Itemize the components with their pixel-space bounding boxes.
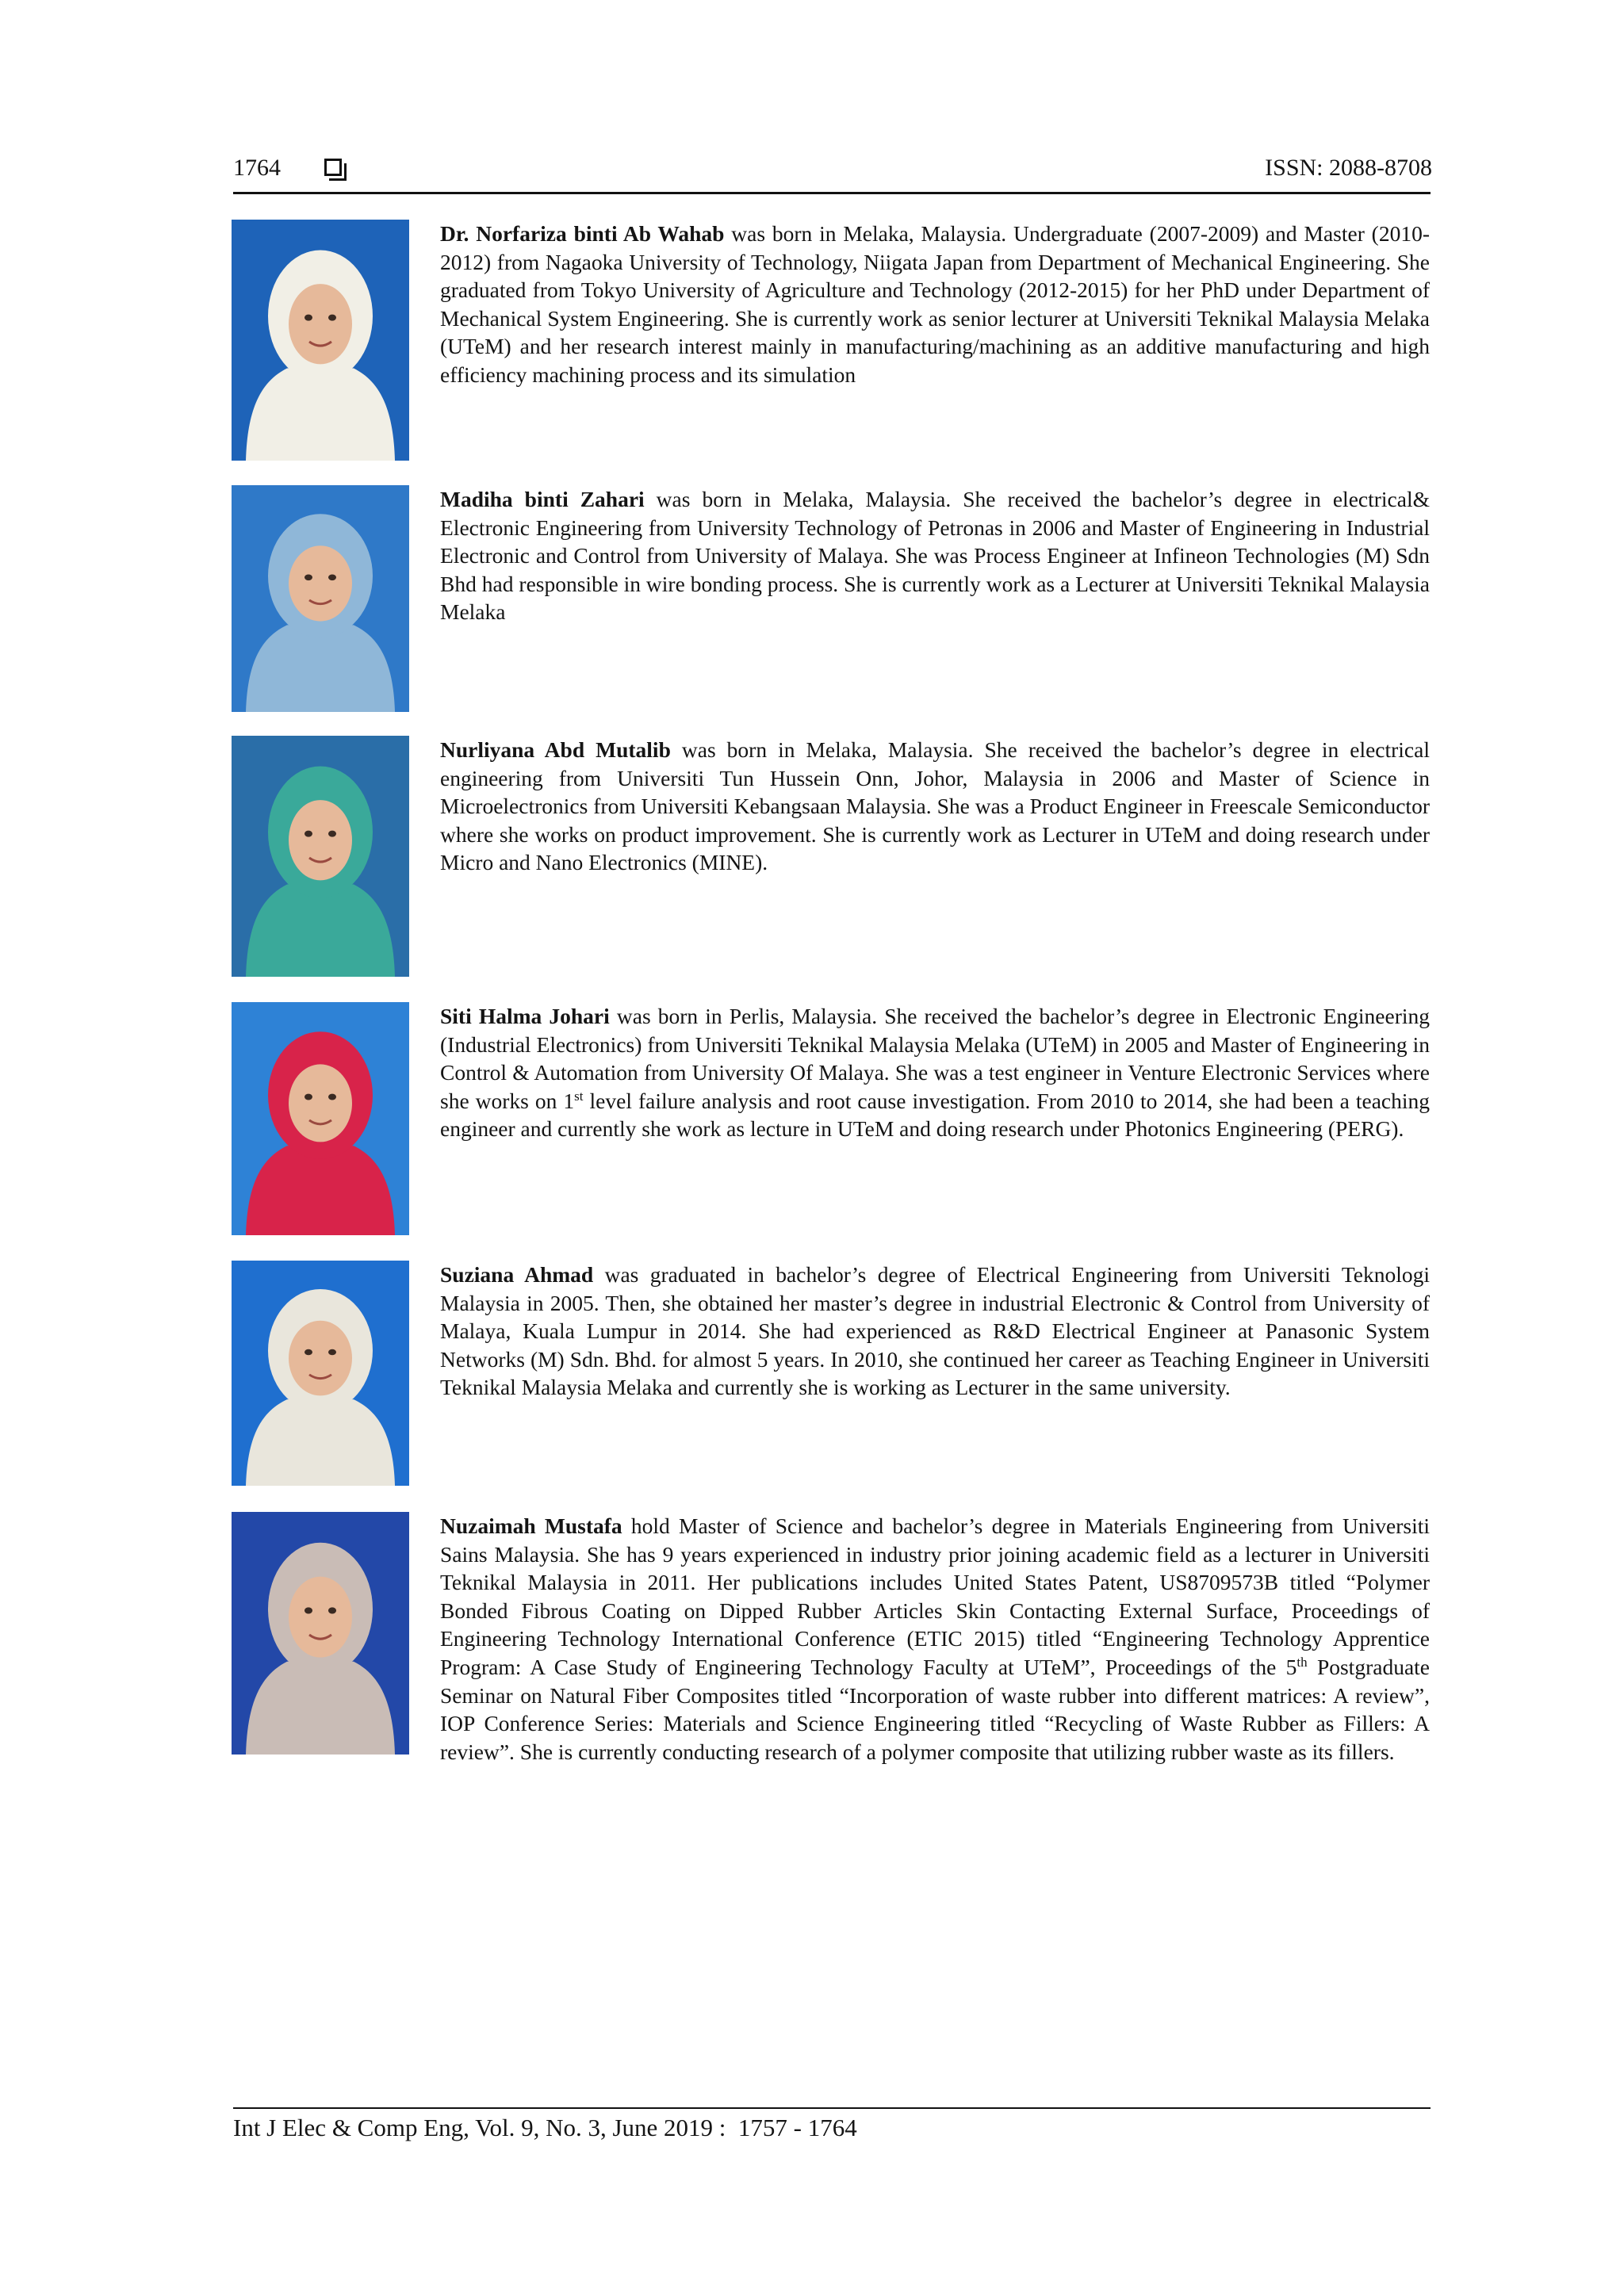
author-photo <box>232 485 409 712</box>
bio-body: hold Master of Science and bachelor’s degree in Materials Engineering from Universiti Sains Malaysia. She has 9 years experienced in industry prior joining academic field as a lecturer in Universiti Teknikal Malaysia in 2011. Her publications includes United States Patent, US8709573B titled “Polymer Bonded Fibrous Coating on Dipped Rubber Articles Skin Contacting External Surface, Proceedings of Engineering Technology International Conference (ETIC 2015) titled “Engineering Technology Apprentice Program: A Case Study of Engineering Technology Faculty at UTeM”, Proceedings of the 5 <box>440 1513 1430 1679</box>
checkbox-square-icon <box>324 159 342 176</box>
left-eye <box>304 1349 312 1356</box>
face <box>289 1064 352 1142</box>
left-eye <box>304 1607 312 1613</box>
portrait-illustration <box>232 485 409 712</box>
ordinal-superscript: th <box>1297 1654 1308 1670</box>
bio-body-continued: level failure analysis and root cause investigation. From 2010 to 2014, she had been a teaching engineer and currently she work as lecture in UTeM and doing research under Photonics Engineering (PERG). <box>440 1088 1430 1142</box>
left-eye <box>304 831 312 837</box>
bio-body: was born in Perlis, Malaysia. She received the bachelor’s degree in Electronic Engineering (Industrial Electronics) from Universiti Teknikal Malaysia Melaka (UTeM) in 2005 and Master of Engineering in Control & Automation from University Of Malaya. She was a test engineer in Venture Electronic Services where she works on 1 <box>440 1004 1431 1113</box>
author-photo <box>232 1512 409 1755</box>
face <box>289 545 352 621</box>
left-eye <box>304 1094 312 1100</box>
page-header <box>233 152 1432 193</box>
face <box>289 1577 352 1658</box>
bio-text <box>440 220 1430 389</box>
bio-body: was born in Melaka, Malaysia. She received the bachelor’s degree in electrical engineering from Universiti Tun Hussein Onn, Johor, Malaysia in 2006 and Master of Science in Microelectronics from Universiti Kebangsaan Malaysia. She was a Product Engineer in Freescale Semiconductor where she works on product improvement. She is currently work as Lecturer in UTeM and doing research under Micro and Nano Electronics (MINE). <box>440 737 1430 875</box>
bio-body: was born in Melaka, Malaysia. She received the bachelor’s degree in electrical& Electronic Engineering from University Technology of Petronas in 2006 and Master of Engineering in Industrial Electronic and Control from University of Malaya. She was Process Engineer at Infineon Technologies (M) Sdn Bhd had responsible in wire bonding process. She is currently work as a Lecturer at Universiti Teknikal Malaysia Melaka <box>440 487 1430 625</box>
face <box>289 284 352 364</box>
bio-body-continued: Postgraduate Seminar on Natural Fiber Composites titled “Incorporation of waste rubber into different matrices: A review”, IOP Conference Series: Materials and Science Engineering titled “Recycling of Waste Rubber as Fillers: A review”. She is currently conducting research of a polymer composite that utilizing rubber waste as its fillers. <box>440 1654 1430 1764</box>
ordinal-superscript: st <box>574 1088 584 1104</box>
right-eye <box>328 1349 336 1356</box>
portrait-illustration <box>232 1002 409 1235</box>
author-photo <box>232 736 409 977</box>
footer-citation: Int J Elec & Comp Eng, Vol. 9, No. 3, June 2019 : 1757 - 1764 <box>233 2114 857 2141</box>
footer-rule <box>233 2107 1431 2109</box>
right-eye <box>328 574 336 580</box>
author-name: Siti Halma Johari <box>440 1004 610 1028</box>
author-photo <box>232 1002 409 1235</box>
bio-text <box>440 1261 1430 1402</box>
portrait-illustration <box>232 1261 409 1486</box>
bio-text <box>440 1512 1430 1766</box>
portrait-illustration <box>232 1512 409 1755</box>
author-name: Nuzaimah Mustafa <box>440 1513 622 1538</box>
author-photo <box>232 220 409 461</box>
portrait-illustration <box>232 736 409 977</box>
left-eye <box>304 315 312 321</box>
right-eye <box>328 1094 336 1100</box>
bio-body: was born in Melaka, Malaysia. Undergraduate (2007-2009) and Master (2010-2012) from Nagaoka University of Technology, Niigata Japan from Department of Mechanical Engineering. She graduated from Tokyo University of Agriculture and Technology (2012-2015) for her PhD under Department of Mechanical System Engineering. She is currently work as senior lecturer at Universiti Teknikal Malaysia Melaka (UTeM) and her research interest mainly in manufacturing/machining as an additive manufacturing and high efficiency machining process and its simulation <box>440 221 1430 387</box>
author-name: Nurliyana Abd Mutalib <box>440 737 671 762</box>
right-eye <box>328 315 336 321</box>
author-name: Dr. Norfariza binti Ab Wahab <box>440 221 725 246</box>
face <box>289 1321 352 1396</box>
issn-label: ISSN: 2088-8708 <box>1265 155 1432 181</box>
author-photo <box>232 1261 409 1486</box>
bio-text <box>440 1002 1430 1143</box>
bio-text <box>440 736 1430 877</box>
right-eye <box>328 1607 336 1613</box>
right-eye <box>328 831 336 837</box>
author-name: Suziana Ahmad <box>440 1262 594 1287</box>
page-number: 1764 <box>233 155 281 181</box>
bio-body: was graduated in bachelor’s degree of Electrical Engineering from Universiti Teknologi Malaysia in 2005. Then, she obtained her master’s degree in industrial Electronic & Control from University of Malaya, Kuala Lumpur in 2014. She had experienced as R&D Electrical Engineer at Panasonic System Networks (M) Sdn. Bhd. for almost 5 years. In 2010, she continued her career as Teaching Engineer in Universiti Teknikal Malaysia Melaka and currently she is working as Lecturer in the same university. <box>440 1262 1430 1400</box>
header-rule <box>233 192 1431 194</box>
left-eye <box>304 574 312 580</box>
bio-text <box>440 485 1430 626</box>
face <box>289 800 352 880</box>
portrait-illustration <box>232 220 409 461</box>
author-name: Madiha binti Zahari <box>440 487 645 511</box>
